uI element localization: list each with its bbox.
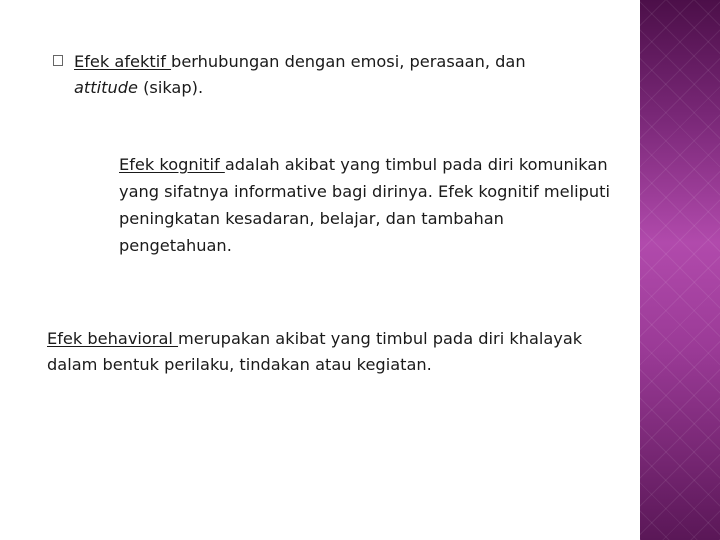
paragraph-kognitif [119, 151, 619, 259]
term-kognitif: Efek kognitif [119, 155, 225, 174]
bullet-box-icon [53, 55, 63, 66]
afektif-italic: attitude [74, 78, 138, 97]
behavioral-text: merupakan akibat yang timbul pada diri khalayak dalam bentuk perilaku, tindakan atau kegiatan. [47, 329, 583, 374]
bullet-afektif [74, 49, 594, 101]
term-afektif: Efek afektif [74, 52, 172, 71]
paragraph-behavioral [47, 326, 627, 378]
decorative-sidebar [640, 0, 720, 540]
afektif-text-b: (sikap). [137, 78, 204, 97]
kognitif-text: adalah akibat yang timbul pada diri komunikan yang sifatnya informative bagi dirinya. Efek kognitif meliputi peningkatan kesadaran, belajar, dan tambahan pengetahuan. [119, 155, 610, 255]
term-behavioral: Efek behavioral [47, 329, 179, 348]
afektif-text-a: berhubungan dengan emosi, perasaan, dan [171, 52, 526, 71]
